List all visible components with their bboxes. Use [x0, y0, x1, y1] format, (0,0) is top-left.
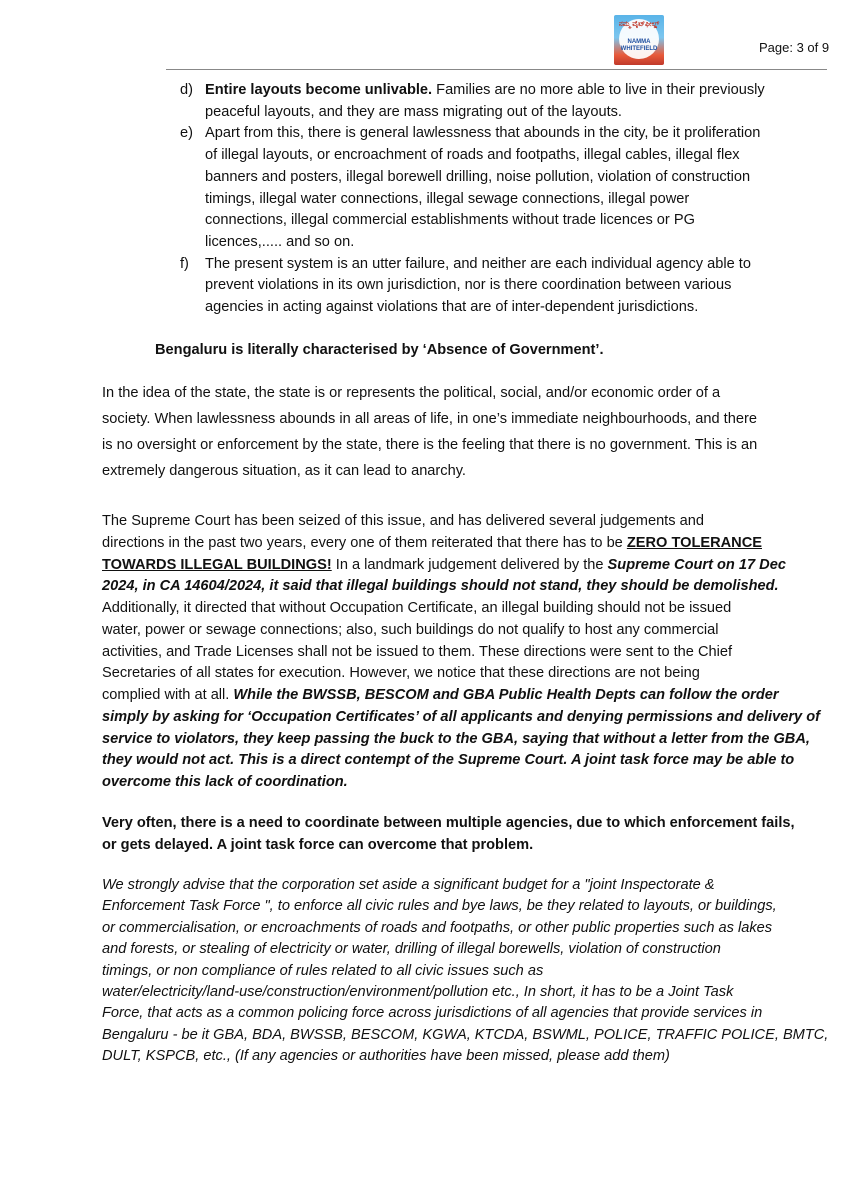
namma-whitefield-logo	[614, 15, 664, 65]
text-run: TOWARDS ILLEGAL BUILDINGS!	[102, 556, 332, 573]
text-run: they would not act. This is a direct contempt of the Supreme Court. A joint task force may be able to	[102, 752, 795, 769]
text-run: and forests, or stealing of electricity or water, drilling of illegal borewells, violation of construction	[102, 941, 721, 958]
text-run: simply by asking for ‘Occupation Certificates’ of all applicants and denying permissions and delivery of	[102, 708, 820, 725]
paragraph-task-force-line	[102, 1025, 828, 1045]
paragraph-supreme-court-line	[102, 772, 348, 792]
list-item-line	[205, 232, 354, 252]
logo-en-line1: NAMMA	[627, 39, 651, 45]
text-run: water, power or sewage connections; also, such buildings do not qualify to host any commercial	[102, 621, 719, 638]
list-item-line	[205, 102, 622, 122]
text-run: Supreme Court on 17 Dec	[607, 556, 786, 573]
paragraph-coordination-line	[102, 835, 533, 855]
text-run: timings, or non compliance of rules related to all civic issues such as	[102, 962, 544, 979]
text-run: In a landmark judgement delivered by the	[331, 556, 608, 573]
text-run: water/electricity/land-use/construction/environment/pollution etc., In short, it has to be a Joint Task	[102, 984, 734, 1000]
text-run: connections, illegal commercial establishments without trade licences or PG	[205, 212, 695, 229]
paragraph-task-force-line	[102, 896, 777, 916]
text-run: licences,..... and so on.	[205, 233, 355, 250]
text-run: service to violators, they keep passing the buck to the GBA, saying that without a letter from the GBA,	[102, 730, 810, 747]
list-item-line	[205, 145, 740, 165]
text-run: of illegal layouts, or encroachment of roads and footpaths, illegal cables, illegal flex	[205, 147, 740, 164]
text-run: timings, illegal water connections, illegal sewage connections, illegal power	[205, 190, 690, 207]
paragraph-supreme-court-line	[102, 576, 779, 596]
text-run: Additionally, it directed that without Occupation Certificate, an illegal building should not be issued	[102, 600, 732, 616]
paragraph-supreme-court-line	[102, 598, 731, 618]
list-item-line	[205, 189, 689, 209]
paragraph-coordination-line	[102, 813, 795, 833]
list-item-line	[205, 80, 765, 100]
paragraph-task-force-line	[102, 1003, 762, 1023]
text-run: Enforcement Task Force ", to enforce all civic rules and bye laws, be they related to layouts, or buildings,	[102, 898, 777, 915]
text-run: Apart from this, there is general lawlessness that abounds in the city, be it proliferation	[205, 125, 761, 142]
page-number: Page: 3 of 9	[759, 40, 830, 55]
text-run: We strongly advise that the corporation set aside a significant budget for a "joint Inspectorate &	[102, 877, 715, 893]
text-run: DULT, KSPCB, etc., (If any agencies or authorities have been missed, please add them)	[102, 1048, 670, 1065]
text-run: activities, and Trade Licenses shall not be issued to them. These directions were sent to the Chief	[102, 643, 733, 660]
paragraph-supreme-court-line	[102, 620, 719, 640]
text-run: While the BWSSB, BESCOM and GBA Public Health Depts can follow the order	[233, 687, 779, 703]
paragraph-supreme-court-line	[102, 750, 794, 770]
paragraph-state-line	[102, 409, 757, 429]
list-item-label: d)	[180, 82, 193, 98]
text-run: prevent violations in its own jurisdiction, nor is there coordination between various	[205, 277, 732, 294]
text-run: Families are no more able to live in their previously	[432, 82, 765, 98]
paragraph-supreme-court-line	[102, 707, 820, 727]
text-run: ZERO TOLERANCE	[626, 534, 762, 551]
header-divider	[166, 69, 827, 70]
text-run: or commercialisation, or encroachments of roads and footpaths, or other public properties such as lakes	[102, 919, 773, 936]
text-run: or gets delayed. A joint task force can overcome that problem.	[102, 836, 534, 853]
text-run: is no oversight or enforcement by the state, there is the feeling that there is no government. This is an	[102, 437, 758, 453]
text-run: Secretaries of all states for execution. However, we notice that these directions are not being	[102, 665, 700, 682]
list-item-line	[205, 167, 750, 187]
paragraph-task-force-line	[102, 939, 721, 959]
section-heading: Bengaluru is literally characterised by ‘Absence of Government’.	[155, 342, 604, 358]
paragraph-supreme-court-line	[102, 663, 700, 683]
list-item-line	[205, 254, 751, 274]
paragraph-supreme-court-line	[102, 555, 786, 575]
text-run: society. When lawlessness abounds in all areas of life, in one’s immediate neighbourhoods, and there	[102, 411, 757, 427]
logo-english-text	[614, 39, 664, 53]
logo-en-line2: WHITEFIELD	[620, 46, 658, 52]
paragraph-task-force-line	[102, 961, 543, 981]
text-run: Entire layouts become unlivable.	[205, 82, 433, 98]
paragraph-supreme-court-line	[102, 729, 810, 749]
paragraph-state-line	[102, 461, 466, 481]
paragraph-supreme-court-line	[102, 685, 779, 705]
paragraph-state-line	[102, 435, 757, 455]
paragraph-task-force-line	[102, 1046, 670, 1066]
text-run: extremely dangerous situation, as it can lead to anarchy.	[102, 463, 466, 479]
paragraph-state-line	[102, 383, 720, 403]
paragraph-task-force-line	[102, 918, 772, 938]
paragraph-supreme-court-line	[102, 533, 762, 553]
text-run: The present system is an utter failure, and neither are each individual agency able to	[205, 255, 751, 272]
text-run: Very often, there is a need to coordinate between multiple agencies, due to which enforcement fails,	[102, 815, 795, 831]
list-item-line	[205, 210, 695, 230]
list-item-label: f)	[180, 255, 189, 272]
text-run: overcome this lack of coordination.	[102, 774, 348, 790]
list-item-label: e)	[180, 125, 193, 142]
text-run: Bengaluru - be it GBA, BDA, BWSSB, BESCOM, KGWA, KTCDA, BSWML, POLICE, TRAFFIC POLICE, BMTC,	[102, 1026, 829, 1043]
logo-kannada-text: ನಮ್ಮ ವೈಟ್‌ಫೀಲ್ಡ್	[618, 21, 660, 28]
list-item-line	[205, 123, 760, 143]
text-run: peaceful layouts, and they are mass migrating out of the layouts.	[205, 103, 622, 120]
list-item-line	[205, 297, 698, 317]
paragraph-task-force-line	[102, 875, 715, 895]
text-run: In the idea of the state, the state is or represents the political, social, and/or economic order of a	[102, 385, 721, 401]
paragraph-task-force-line	[102, 982, 733, 1002]
paragraph-supreme-court-line	[102, 511, 704, 531]
text-run: banners and posters, illegal borewell drilling, noise pollution, violation of construction	[205, 168, 751, 185]
text-run: Force, that acts as a common policing force across jurisdictions of all agencies that provide services in	[102, 1005, 763, 1022]
text-run: 2024, in CA 14604/2024, it said that illegal buildings should not stand, they should be demolished.	[102, 578, 779, 595]
text-run: directions in the past two years, every one of them reiterated that there has to be	[102, 534, 627, 551]
text-run: The Supreme Court has been seized of this issue, and has delivered several judgements and	[102, 513, 704, 529]
list-item-line	[205, 275, 731, 295]
paragraph-supreme-court-line	[102, 642, 732, 662]
text-run: complied with at all.	[102, 687, 234, 703]
text-run: agencies in acting against violations that are of inter-dependent jurisdictions.	[205, 299, 699, 315]
